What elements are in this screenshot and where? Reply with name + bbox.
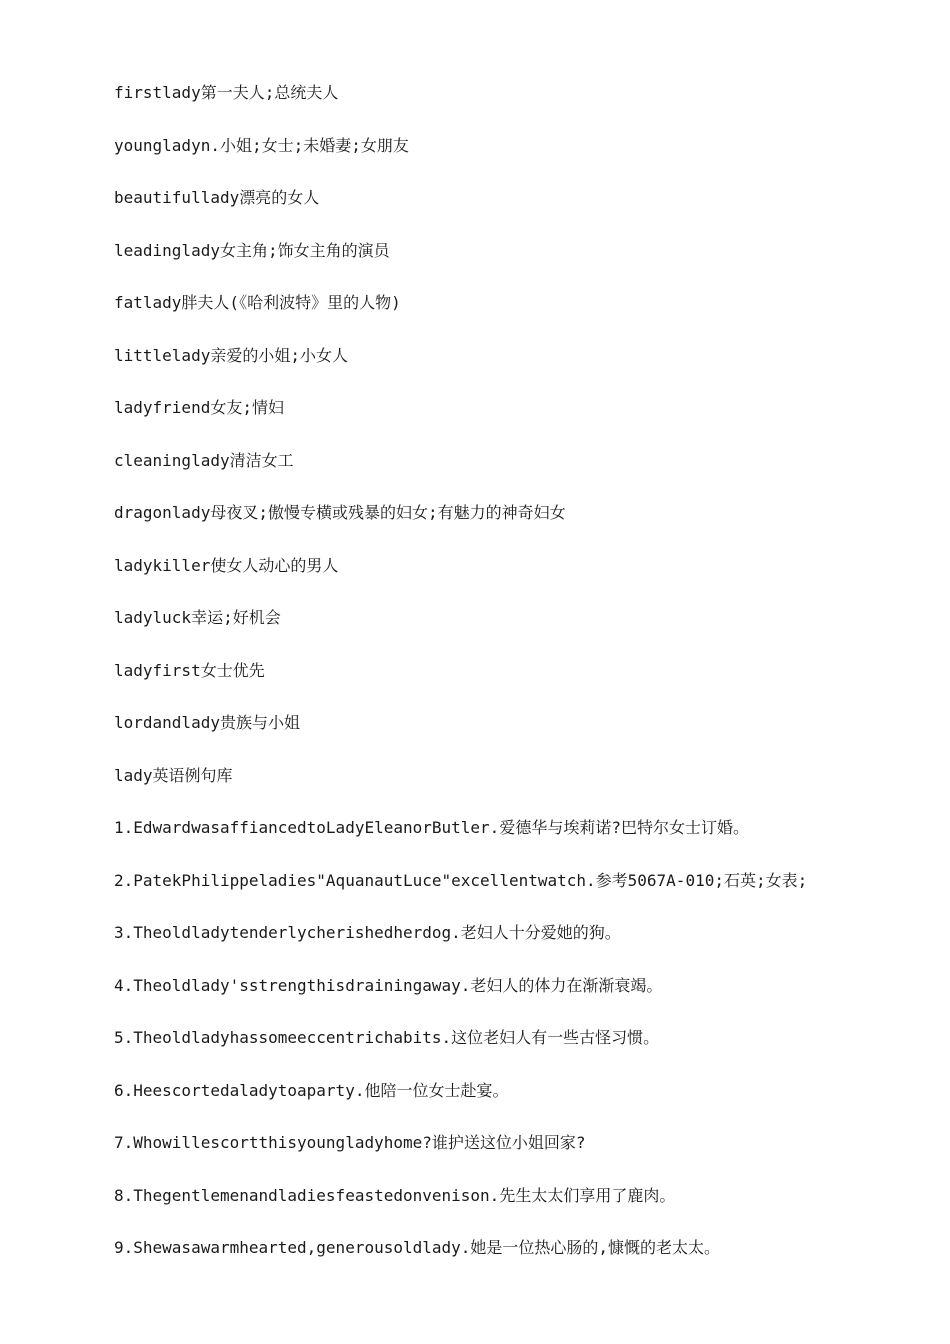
entry-line: beautifullady漂亮的女人: [114, 188, 320, 207]
entry-line: fatlady胖夫人(《哈利波特》里的人物): [114, 293, 401, 312]
section-heading: lady英语例句库: [114, 765, 233, 785]
example-sentence: 4.Theoldlady'sstrengthisdrainingaway.老妇人的体力在渐渐衰竭。: [114, 975, 663, 995]
entry-line: ladyfriend女友;情妇: [114, 398, 284, 417]
entry-line: dragonlady母夜叉;傲慢专横或残暴的妇女;有魅力的神奇妇女: [114, 503, 566, 522]
example-sentence: 3.Theoldladytenderlycherishedherdog.老妇人十分爱她的狗。: [114, 923, 621, 942]
entry-line: firstlady第一夫人;总统夫人: [114, 83, 339, 102]
entry-line: cleaninglady清洁女工: [114, 450, 294, 470]
entry-line: ladykiller使女人动心的男人: [114, 555, 339, 575]
entry-line: littlelady亲爱的小姐;小女人: [114, 345, 348, 365]
entry-line: lordandlady贵族与小姐: [114, 713, 300, 732]
entry-line: ladyluck幸运;好机会: [114, 608, 281, 627]
entry-line: youngladyn.小姐;女士;未婚妻;女朋友: [114, 135, 409, 155]
example-sentence: 6.Heescortedaladytoaparty.他陪一位女士赴宴。: [114, 1080, 509, 1100]
entry-line: ladyfirst女士优先: [114, 660, 265, 680]
example-sentence: 7.Whowillescortthisyoungladyhome?谁护送这位小姐回家?: [114, 1133, 586, 1152]
example-sentence: 1.EdwardwasaffiancedtoLadyEleanorButler.爱德华与埃莉诺?巴特尔女士订婚。: [114, 818, 749, 837]
example-sentence: 5.Theoldladyhassomeeccentrichabits.这位老妇人有一些古怪习惯。: [114, 1028, 660, 1047]
entry-line: leadinglady女主角;饰女主角的演员: [114, 240, 390, 260]
example-sentence: 8.Thegentlemenandladiesfeastedonvenison.先生太太们享用了鹿肉。: [114, 1185, 676, 1205]
example-sentence: 2.PatekPhilippeladies"AquanautLuce"excellentwatch.参考5067A-010;石英;女表;: [114, 870, 808, 890]
entry-list: [114, 80, 914, 1288]
example-sentence: 9.Shewasawarmhearted,generousoldlady.她是一位热心肠的,慷慨的老太太。: [114, 1238, 721, 1257]
